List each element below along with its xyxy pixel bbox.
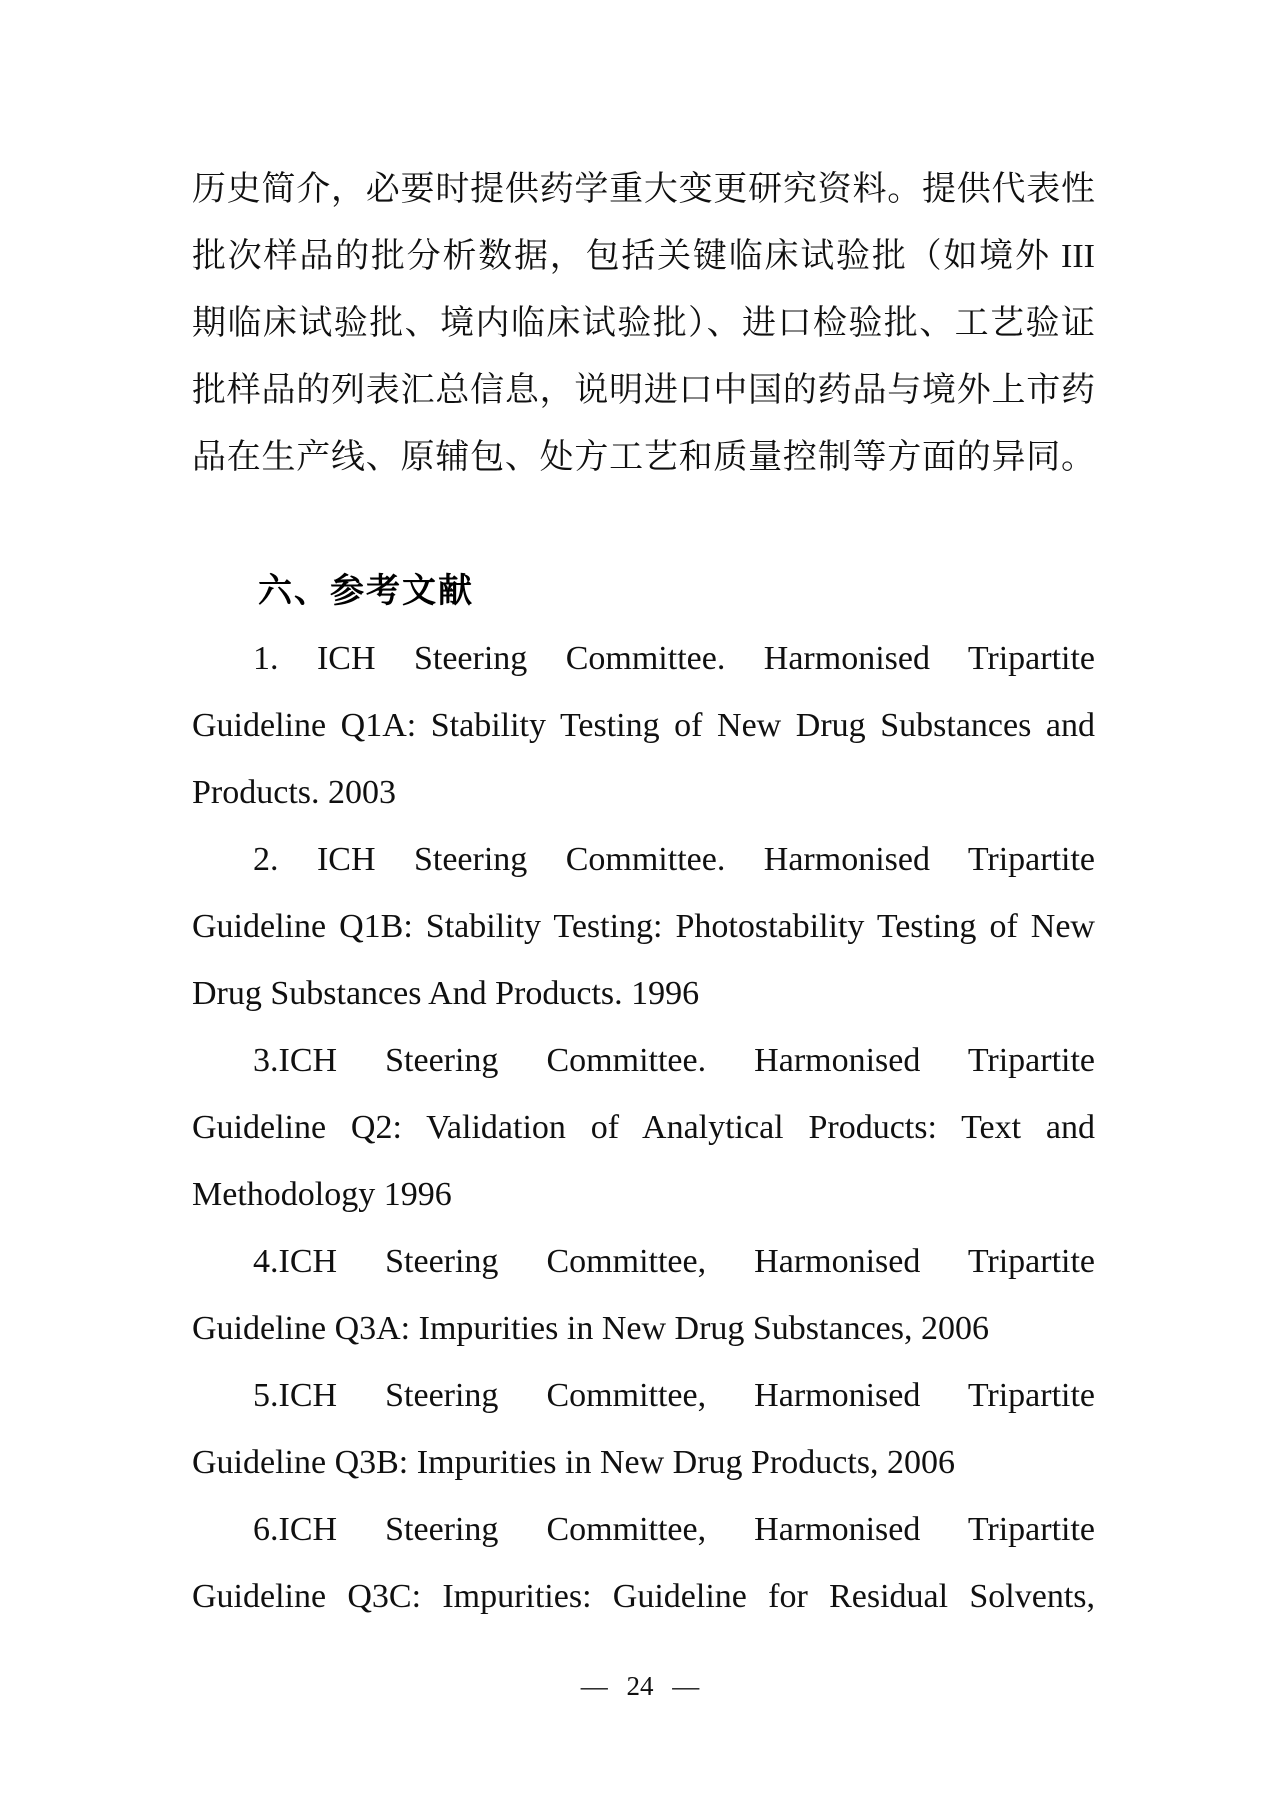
body-text-line: 批样品的列表汇总信息，说明进口中国的药品与境外上市药 bbox=[192, 372, 1095, 409]
reference-line: Guideline Q2: Validation of Analytical Products: Text and bbox=[192, 1109, 1095, 1146]
reference-line: Guideline Q1A: Stability Testing of New Drug Substances and bbox=[192, 707, 1095, 744]
reference-line: Guideline Q3C: Impurities: Guideline for Residual Solvents, bbox=[192, 1578, 1095, 1615]
reference-line: Drug Substances And Products. 1996 bbox=[192, 975, 700, 1012]
reference-line: Products. 2003 bbox=[192, 774, 396, 811]
body-text-line: 期临床试验批、境内临床试验批）、进口检验批、工艺验证 bbox=[192, 305, 1095, 342]
text-column bbox=[192, 156, 1095, 1630]
blank-line bbox=[192, 491, 1095, 558]
reference-line: Methodology 1996 bbox=[192, 1176, 452, 1213]
reference-line: Guideline Q3A: Impurities in New Drug Substances, 2006 bbox=[192, 1310, 989, 1347]
reference-line: 3.ICH Steering Committee. Harmonised Tripartite bbox=[253, 1042, 1095, 1079]
body-text-line: 批次样品的批分析数据，包括关键临床试验批（如境外 III bbox=[192, 238, 1095, 275]
reference-line: Guideline Q3B: Impurities in New Drug Products, 2006 bbox=[192, 1444, 956, 1481]
body-text-line: 历史简介，必要时提供药学重大变更研究资料。提供代表性 bbox=[192, 171, 1095, 208]
reference-line: 4.ICH Steering Committee, Harmonised Tripartite bbox=[253, 1243, 1095, 1280]
body-text-line: 品在生产线、原辅包、处方工艺和质量控制等方面的异同。 bbox=[192, 439, 1095, 476]
reference-line: 2. ICH Steering Committee. Harmonised Tripartite bbox=[253, 841, 1095, 878]
reference-line: Guideline Q1B: Stability Testing: Photostability Testing of New bbox=[192, 908, 1095, 945]
reference-line: 6.ICH Steering Committee, Harmonised Tripartite bbox=[253, 1511, 1095, 1548]
section-heading: 六、参考文献 bbox=[258, 572, 474, 610]
page-number: — 24 — bbox=[580, 1671, 700, 1701]
reference-line: 5.ICH Steering Committee, Harmonised Tripartite bbox=[253, 1377, 1095, 1414]
reference-line: 1. ICH Steering Committee. Harmonised Tripartite bbox=[253, 640, 1095, 677]
